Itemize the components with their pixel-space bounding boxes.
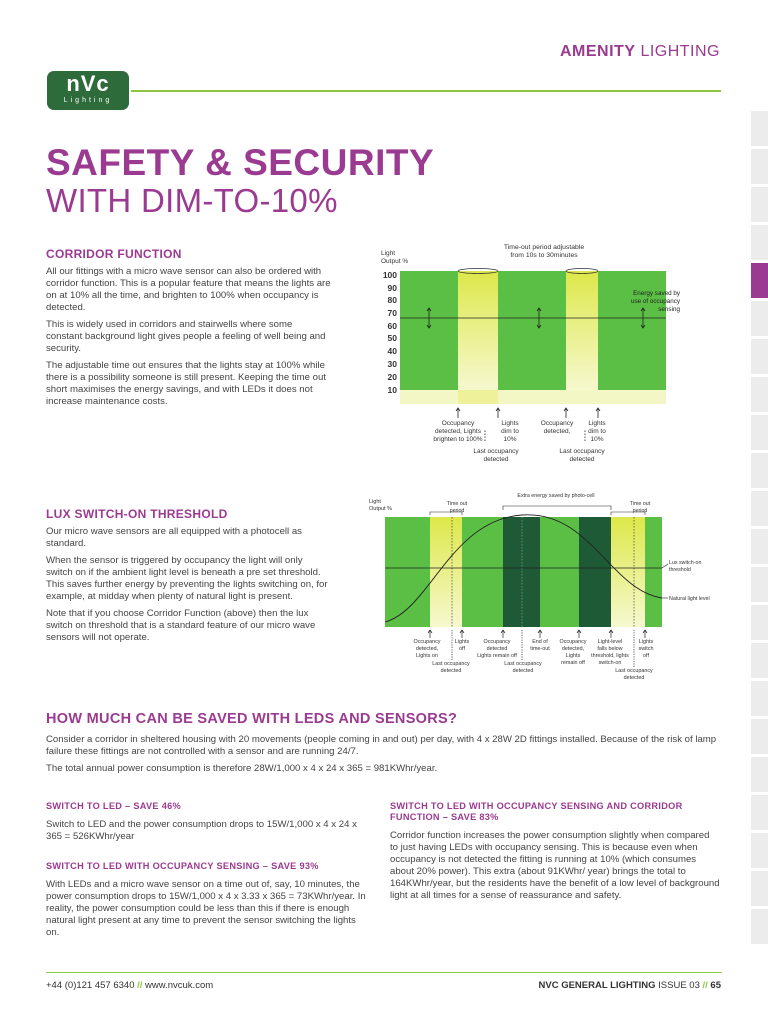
lux-paragraph: Note that if you choose Corridor Function (above) then the lux switch on threshold that is a standard feature of our micro wave sensors will not operate. xyxy=(46,608,316,643)
savings-right-column xyxy=(390,801,720,907)
chart2-annotation: detected xyxy=(486,646,508,652)
corridor-paragraph: The adjustable time out ensures that the lights stay at 100% while there is a possibility someone is still present. Keeping the time out short maximises the energy savings, and with LEDs it does not increase maintenance costs. xyxy=(46,360,326,407)
chart2-annotation: detected, xyxy=(415,646,439,652)
chart2-ylabel: Output % xyxy=(369,506,392,512)
chart1-annotation: detected xyxy=(483,456,509,463)
chart1-annotation: detected xyxy=(569,456,595,463)
chart1-annotation: detected, Lights xyxy=(435,428,481,435)
corridor-savings-heading: SWITCH TO LED WITH OCCUPANCY SENSING AND CORRIDOR FUNCTION – SAVE 83% xyxy=(390,801,683,822)
chart2-timeout-label: period xyxy=(449,508,465,514)
chart2-annotation: switch-on xyxy=(598,660,622,666)
chart1-tick: 100 xyxy=(382,270,397,280)
logo-sub: Lighting xyxy=(63,97,113,104)
savings-intro xyxy=(46,734,722,780)
chart2-annotation: Lights xyxy=(454,639,470,645)
chart1-tick: 60 xyxy=(387,321,397,331)
chart2-timeout-bar xyxy=(611,517,645,627)
corridor-savings-text: Corridor function increases the power consumption slightly when compared to just having LEDs with occupancy sensing. This is because even when occupancy is not detected the fitting is running at 10% (which consumes about 20% power). This extra (about 91KWhr/ year) brings the total to 164KWhr/year, but the residents have the benefit of a low level of background light at all times for a sense of reassurance and safety. xyxy=(390,830,720,901)
chart2-annotation: off xyxy=(459,646,465,652)
chart2-annotation: detected, xyxy=(561,646,585,652)
page-number: 65 xyxy=(710,980,721,991)
chart1-annotation: 10% xyxy=(590,436,604,443)
footer-website[interactable]: www.nvcuk.com xyxy=(145,980,214,991)
chart2-annotation: off xyxy=(643,653,649,659)
chart2-annotation: detected xyxy=(512,668,534,674)
corridor-heading: CORRIDOR FUNCTION xyxy=(46,247,182,261)
page-subtitle: WITH DIM-TO-10% xyxy=(46,182,338,219)
chart2-annotation: Occupancy xyxy=(559,639,587,645)
footer-phone: +44 (0)121 457 6340 xyxy=(46,980,135,991)
chart1-tick: 80 xyxy=(387,295,397,305)
chart1-annotation: detected, xyxy=(543,428,571,435)
chart1-tick: 20 xyxy=(387,372,397,382)
chart2-annotation: Lights remain off xyxy=(477,653,517,659)
chart2-annotation: falls below xyxy=(597,646,623,652)
chart2-timeout-label: period xyxy=(632,508,648,514)
chart1-annotation: Last occupancy xyxy=(559,448,605,455)
footer-pub-name: NVC GENERAL LIGHTING xyxy=(538,980,656,991)
logo-main: nVc xyxy=(66,71,110,96)
chart1-tick: 30 xyxy=(387,359,397,369)
chart1-ylabel: Output % xyxy=(381,258,409,265)
page-title: SAFETY & SECURITY xyxy=(46,142,435,183)
chart2-annotation: Last occupancy xyxy=(432,661,470,667)
chart2-annotation: detected xyxy=(440,668,462,674)
savings-left-column xyxy=(46,801,371,944)
chart1-annotation: dim to xyxy=(501,428,519,435)
chart1-annotation: Lights xyxy=(588,420,606,427)
chart2-timeout-label: Time out xyxy=(446,501,468,507)
footer-divider xyxy=(46,972,722,973)
chart1-tick: 70 xyxy=(387,308,397,318)
occupancy-heading: SWITCH TO LED WITH OCCUPANCY SENSING – SAVE 93% xyxy=(46,861,319,871)
chart1-annotation: 10% xyxy=(503,436,517,443)
chart1-tick: 90 xyxy=(387,283,397,293)
chart1-annotation: Occupancy xyxy=(540,420,574,427)
footer-publication xyxy=(539,980,722,991)
chart2-annotation: End of xyxy=(532,639,548,645)
chart1-annotation: Occupancy xyxy=(441,420,475,427)
chart2-annotation: Occupancy xyxy=(413,639,441,645)
chart2-photocell-saving-bar xyxy=(503,517,540,627)
chart2-ylabel: Light xyxy=(369,499,381,505)
chart2-annotation: Light-level xyxy=(597,639,623,645)
chart1-tick: 50 xyxy=(387,333,397,343)
chart2-extra-label: Extra energy saved by photo-cell xyxy=(517,493,595,499)
chart2-natural-label: Natural light level xyxy=(669,596,710,602)
chart1-annotation: Last occupancy xyxy=(473,448,519,455)
chart1-ylabel: Light xyxy=(381,250,396,257)
footer-contact xyxy=(46,980,213,991)
led-heading: SWITCH TO LED – SAVE 46% xyxy=(46,801,181,811)
chart2-annotation: time-out xyxy=(530,646,550,652)
chart2-timeout-bar xyxy=(430,517,462,627)
chart1-annotation: brighten to 100% xyxy=(433,436,483,443)
corridor-paragraph: All our fittings with a micro wave sensor can also be ordered with corridor function. This is a popular feature that means the lights are on at 10% all the time, and brighten to 100% when occupancy is detected. xyxy=(46,266,331,313)
footer-separator: // xyxy=(702,980,708,991)
chart2-annotation: threshold, lights xyxy=(591,653,629,659)
lux-paragraph: Our micro wave sensors are all equipped with a photocell as standard. xyxy=(46,526,302,549)
chart1-energy-label: Energy saved by xyxy=(633,290,680,297)
lux-paragraph: When the sensor is triggered by occupancy the light will only switch on if the ambient light level is beneath a pre set threshold. This saves further energy by preventing the lights switching on, for example, at midday when plenty of natural light is present. xyxy=(46,555,328,602)
chart1-timeout-label: Time-out period adjustable xyxy=(503,244,585,251)
chart2-annotation: Lights xyxy=(565,653,581,659)
chart2-photocell-saving-bar xyxy=(579,517,611,627)
chart2-annotation: switch xyxy=(638,646,654,652)
chart1-tick: 40 xyxy=(387,346,397,356)
chart2-annotation: Last occupancy xyxy=(615,668,653,674)
chart2-annotation: Lights on xyxy=(416,653,438,659)
savings-intro-text: Consider a corridor in sheltered housing with 20 movements (people coming in and out) per day, with 4 x 28W 2D fittings installed. Because of the risk of lamp failure these fittings are not controlled with a sensor and are running 24/7. xyxy=(46,734,717,757)
corridor-paragraph: This is widely used in corridors and stairwells where some constant background light gives people a feeling of well being and security. xyxy=(46,319,326,354)
brand-bold: AMENITY xyxy=(559,43,636,60)
occupancy-text: With LEDs and a micro wave sensor on a time out of, say, 10 minutes, the power consumption drops to 15W/1,000 x 4 x 3.33 x 365 = 73KWhr/year. In reality, the power consumption could be less than this if there is enough natural light present at any time to prevent the sensor switching the lights on. xyxy=(46,879,366,938)
chart2-annotation: Occupancy xyxy=(483,639,511,645)
savings-heading: HOW MUCH CAN BE SAVED WITH LEDS AND SENSORS? xyxy=(46,711,458,727)
savings-total-text: The total annual power consumption is therefore 28W/1,000 x 4 x 24 x 365 = 981KWhr/year. xyxy=(46,763,438,774)
led-text: Switch to LED and the power consumption drops to 15W/1,000 x 4 x 24 x 365 = 526KWhr/year xyxy=(46,819,357,842)
chart1-annotation: Lights xyxy=(501,420,519,427)
chart2-lux-label: threshold xyxy=(669,567,691,573)
chart2-annotation: Lights xyxy=(638,639,654,645)
chart2-lux-label: Lux switch-on xyxy=(669,560,702,566)
footer-separator: // xyxy=(137,980,143,991)
chart1-energy-label: sensing xyxy=(658,306,680,313)
chart2-timeout-label: Time out xyxy=(629,501,651,507)
footer-issue: ISSUE 03 xyxy=(658,980,700,991)
brand-light: LIGHTING xyxy=(640,43,720,60)
chart1-tick: 10 xyxy=(387,385,397,395)
chart1-annotation: dim to xyxy=(588,428,606,435)
chart2-annotation: detected xyxy=(623,675,645,681)
lux-heading: LUX SWITCH-ON THRESHOLD xyxy=(46,507,228,521)
chart2-annotation: Last occupancy xyxy=(504,661,542,667)
chart2-annotation: remain off xyxy=(561,660,585,666)
chart1-energy-label: use of occupancy xyxy=(630,298,680,305)
chart1-timeout-label: from 10s to 30minutes xyxy=(510,252,578,259)
